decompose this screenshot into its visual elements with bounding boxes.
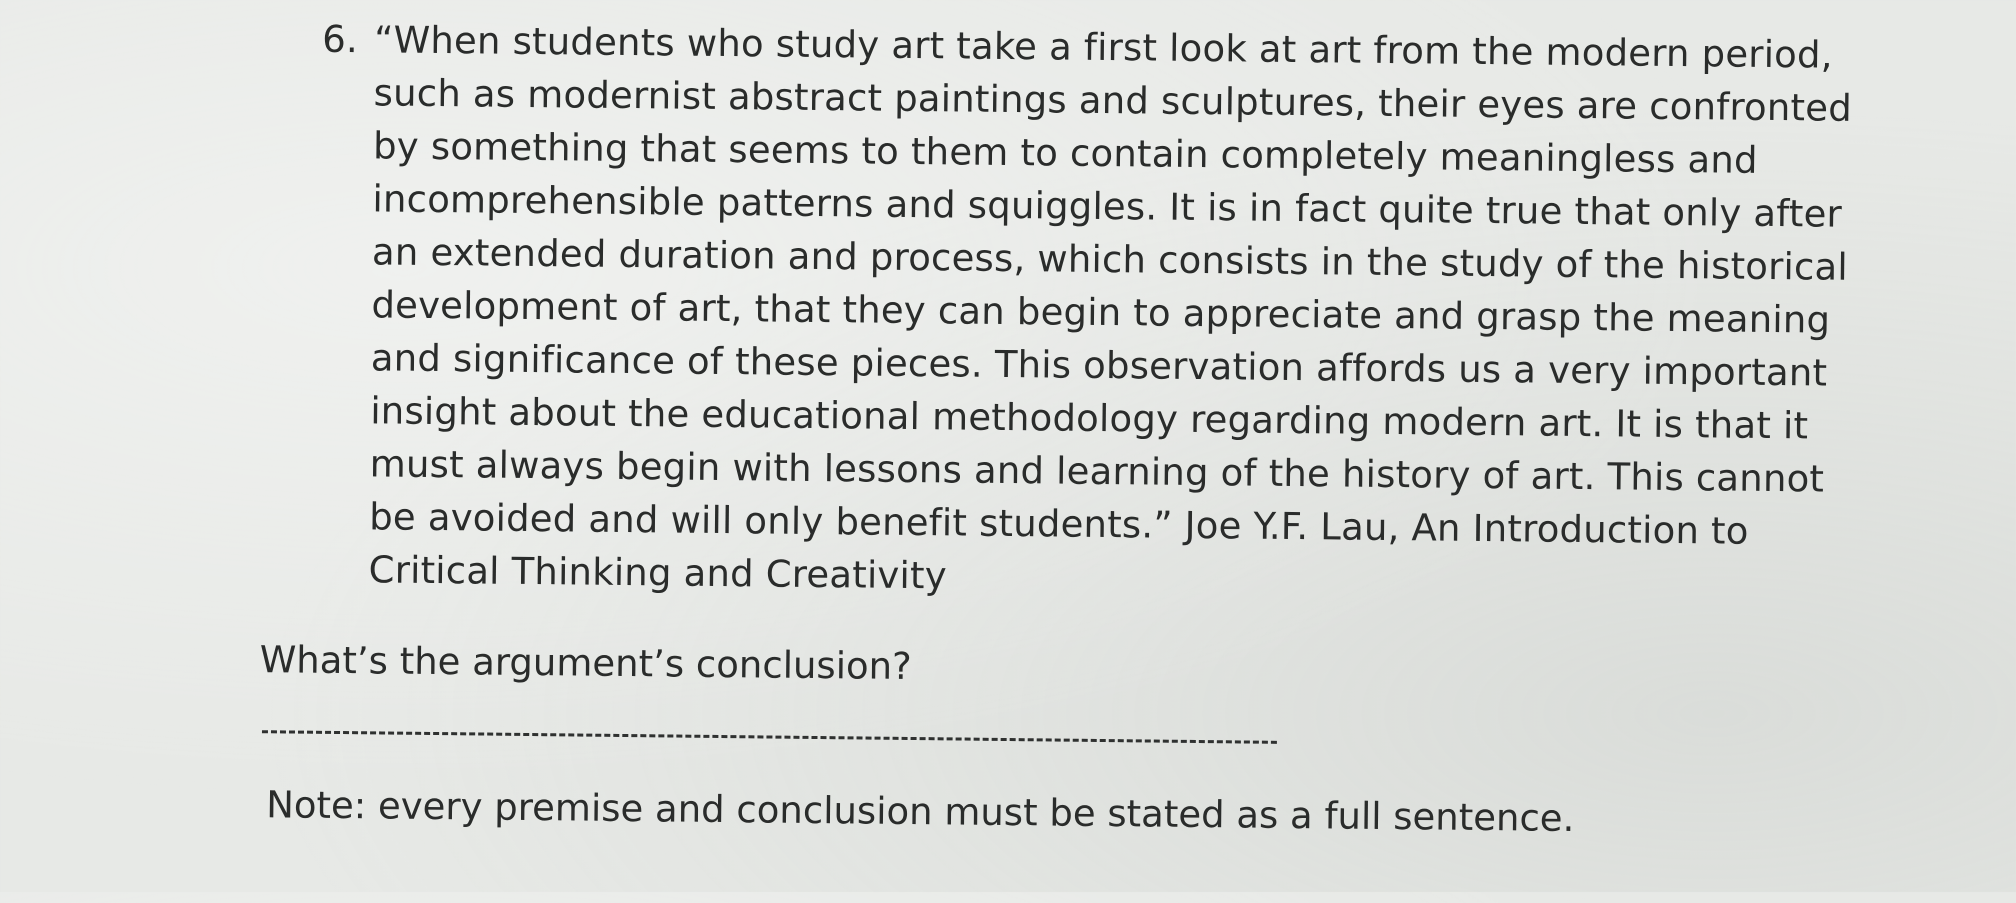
passage-line: insight about the educational methodology regarding modern art. It is that it [370, 389, 1809, 448]
passage-line: such as modernist abstract paintings and sculptures, their eyes are confronted [373, 71, 1853, 130]
conclusion-prompt: What’s the argument’s conclusion? [259, 638, 912, 689]
passage-line: incomprehensible patterns and squiggles. It is in fact quite true that only after [372, 177, 1843, 236]
question-number: 6. [321, 17, 359, 62]
question-6 [316, 13, 1942, 613]
question-passage [368, 13, 1942, 612]
passage-line: “When students who study art take a first look at art from the modern period, [373, 18, 1833, 77]
passage-line: development of art, that they can begin to appreciate and grasp the meaning [371, 283, 1831, 342]
passage-line: Critical Thinking and Creativity [368, 548, 948, 598]
answer-blank-line [262, 730, 1277, 744]
instruction-note: Note: every premise and conclusion must be stated as a full sentence. [265, 783, 1575, 840]
passage-line: by something that seems to them to contain completely meaningless and [372, 124, 1758, 182]
passage-line: and significance of these pieces. This observation affords us a very important [370, 336, 1828, 395]
passage-line: be avoided and will only benefit students.” Joe Y.F. Lau, An Introduction to [368, 495, 1749, 553]
passage-line: an extended duration and process, which consists in the study of the historical [371, 230, 1849, 289]
passage-line: must always begin with lessons and learning of the history of art. This cannot [369, 442, 1825, 501]
